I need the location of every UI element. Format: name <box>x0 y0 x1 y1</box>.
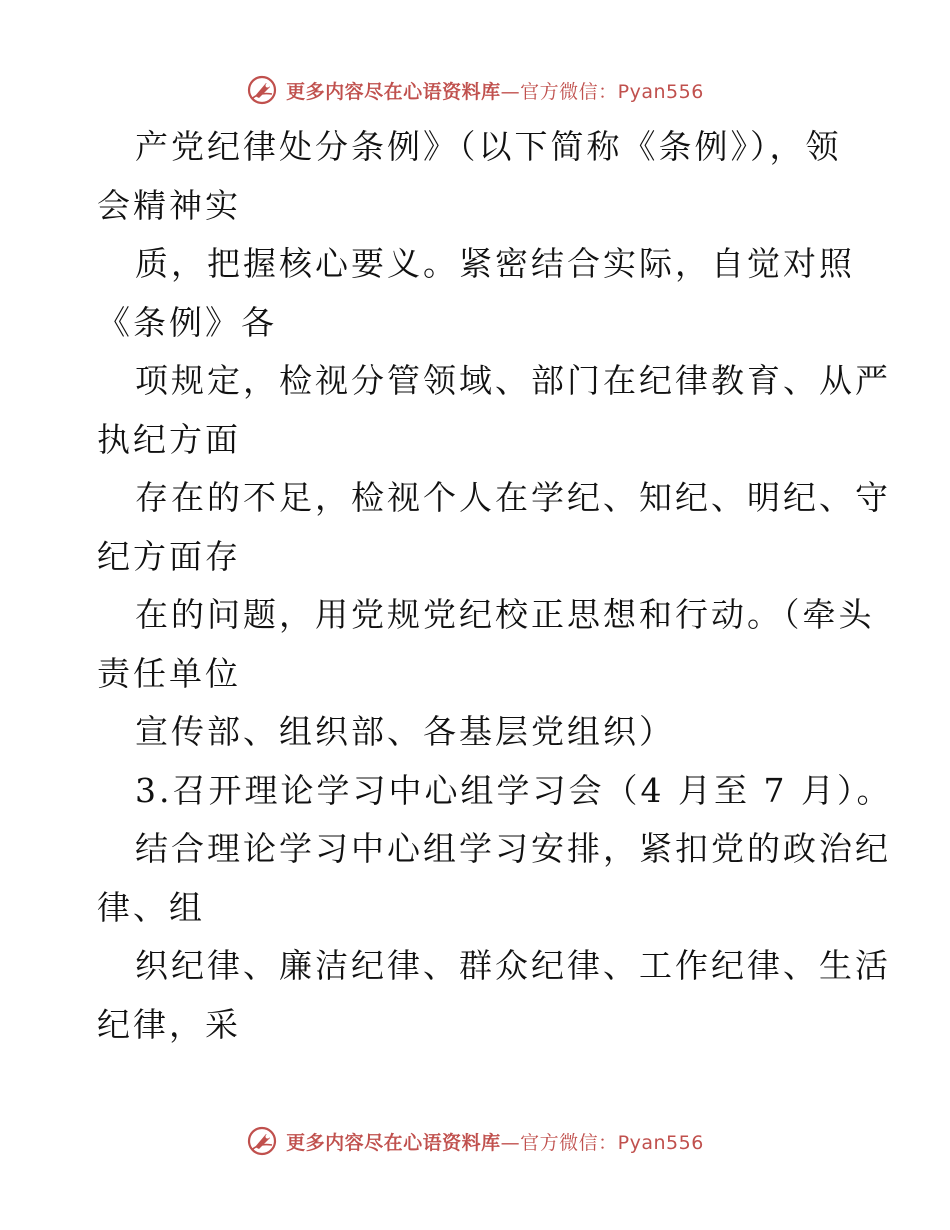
footer-banner-text <box>286 1128 704 1155</box>
body-line: 存在的不足，检视个人在学纪、知纪、明纪、守 <box>135 478 891 517</box>
header-separator: — <box>500 80 521 103</box>
footer-site-name: 更多内容尽在心语资料库 <box>286 1131 501 1154</box>
header-wechat-id: 官方微信：Pyan556 <box>520 80 704 103</box>
document-body <box>97 118 893 1054</box>
footer-banner <box>0 1121 950 1161</box>
footer-separator: — <box>500 1131 521 1154</box>
body-line: 宣传部、组织部、各基层党组织） <box>135 712 675 751</box>
body-line: 结合理论学习中心组学习安排，紧扣党的政治纪 <box>135 829 891 868</box>
header-banner-text <box>286 77 704 104</box>
header-site-name: 更多内容尽在心语资料库 <box>286 80 501 103</box>
body-line: 在的问题，用党规党纪校正思想和行动。（牵头 <box>135 595 875 634</box>
pen-nib-logo-icon <box>246 1125 278 1157</box>
body-line: 会精神实 <box>97 185 241 225</box>
body-line: 织纪律、廉洁纪律、群众纪律、工作纪律、生活 <box>135 946 891 985</box>
body-line: 项规定，检视分管领域、部门在纪律教育、从严 <box>135 361 891 400</box>
body-line: 《条例》各 <box>97 302 277 342</box>
body-line: 产党纪律处分条例》（以下简称《条例》），领 <box>135 127 842 166</box>
body-line: 执纪方面 <box>97 419 241 459</box>
footer-wechat-id: 官方微信：Pyan556 <box>520 1131 704 1154</box>
body-line: 律、组 <box>97 887 205 927</box>
body-line: 纪律，采 <box>97 1004 241 1044</box>
body-line: 纪方面存 <box>97 536 241 576</box>
body-line: 责任单位 <box>97 653 241 693</box>
body-line: 质，把握核心要义。紧密结合实际，自觉对照 <box>135 244 855 283</box>
header-banner <box>0 70 950 110</box>
section-heading: 3.召开理论学习中心组学习会（4 月至 7 月）。 <box>135 770 893 810</box>
pen-nib-logo-icon <box>246 74 278 106</box>
